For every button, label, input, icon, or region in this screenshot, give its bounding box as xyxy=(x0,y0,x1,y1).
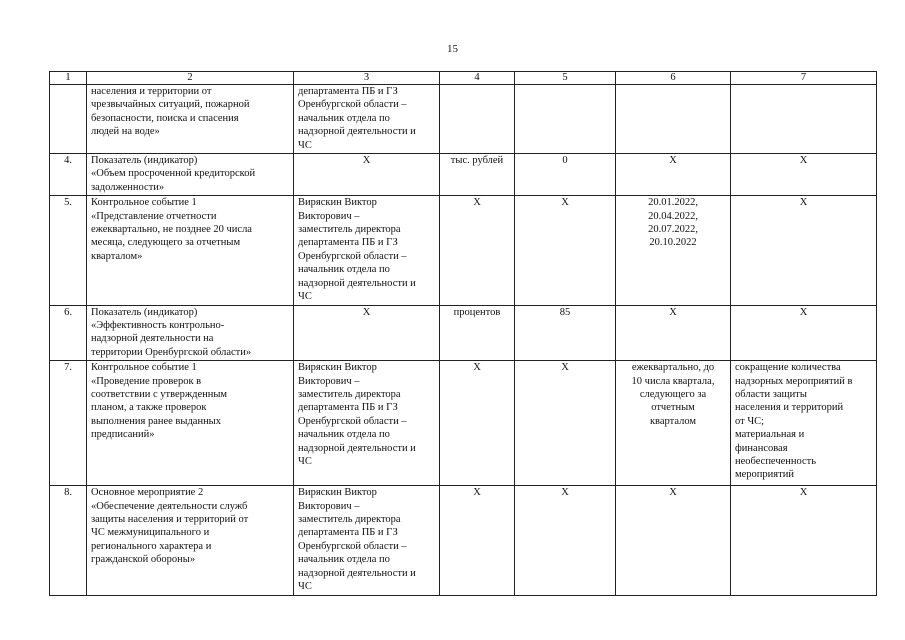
table-row xyxy=(50,486,877,596)
row-responsible: департамента ПБ и ГЗ Оренбургской области – начальник отдела по надзорной деятельности и ЧС xyxy=(294,85,440,154)
row-risks: X xyxy=(731,154,877,196)
row-responsible: Виряскин Виктор Викторович – заместитель директора департамента ПБ и ГЗ Оренбургской области – начальник отдела по надзорной деятельности и ЧС xyxy=(294,486,440,596)
row-number: 7. xyxy=(50,361,87,486)
row-value: X xyxy=(515,486,616,596)
row-value: 0 xyxy=(515,154,616,196)
row-responsible: X xyxy=(294,305,440,361)
table-row xyxy=(50,196,877,305)
row-unit: X xyxy=(440,196,515,305)
row-responsible: Виряскин Виктор Викторович – заместитель директора департамента ПБ и ГЗ Оренбургской области – начальник отдела по надзорной деятельности и ЧС xyxy=(294,361,440,486)
row-value: X xyxy=(515,361,616,486)
row-risks: X xyxy=(731,196,877,305)
row-unit: тыс. рублей xyxy=(440,154,515,196)
row-risks: сокращение количества надзорных мероприятий в области защиты населения и территорий от ЧС; материальная и финансовая необеспеченность мероприятий xyxy=(731,361,877,486)
row-date: ежеквартально, до 10 числа квартала, следующего за отчетным кварталом xyxy=(616,361,731,486)
table-row xyxy=(50,361,877,486)
header-col-3: 3 xyxy=(294,72,440,85)
header-col-2: 2 xyxy=(87,72,294,85)
row-risks xyxy=(731,85,877,154)
header-col-6: 6 xyxy=(616,72,731,85)
row-number: 4. xyxy=(50,154,87,196)
row-value xyxy=(515,85,616,154)
table-row xyxy=(50,85,877,154)
header-col-4: 4 xyxy=(440,72,515,85)
table-row xyxy=(50,305,877,361)
row-value: 85 xyxy=(515,305,616,361)
row-risks: X xyxy=(731,486,877,596)
row-date: X xyxy=(616,305,731,361)
row-number xyxy=(50,85,87,154)
row-name: Контрольное событие 1 «Проведение проверок в соответствии с утвержденным планом, а также проверок выполнения ранее выданных предписаний» xyxy=(87,361,294,486)
row-date: 20.01.2022, 20.04.2022, 20.07.2022, 20.10.2022 xyxy=(616,196,731,305)
row-unit: процентов xyxy=(440,305,515,361)
row-number: 8. xyxy=(50,486,87,596)
row-unit: X xyxy=(440,486,515,596)
row-risks: X xyxy=(731,305,877,361)
row-number: 6. xyxy=(50,305,87,361)
row-responsible: Виряскин Виктор Викторович – заместитель директора департамента ПБ и ГЗ Оренбургской области – начальник отдела по надзорной деятельности и ЧС xyxy=(294,196,440,305)
row-name: Показатель (индикатор) «Эффективность контрольно- надзорной деятельности на территории Оренбургской области» xyxy=(87,305,294,361)
row-name: Показатель (индикатор) «Объем просроченной кредиторской задолженности» xyxy=(87,154,294,196)
header-col-5: 5 xyxy=(515,72,616,85)
row-unit: X xyxy=(440,361,515,486)
plan-table xyxy=(49,71,877,596)
row-name: Контрольное событие 1 «Представление отчетности ежеквартально, не позднее 20 числа месяца, следующего за отчетным кварталом» xyxy=(87,196,294,305)
header-row xyxy=(50,72,877,85)
row-name: Основное мероприятие 2 «Обеспечение деятельности служб защиты населения и территорий от ЧС межмуниципального и регионального характера и гражданской обороны» xyxy=(87,486,294,596)
row-date: X xyxy=(616,154,731,196)
row-date xyxy=(616,85,731,154)
row-unit xyxy=(440,85,515,154)
row-name: населения и территории от чрезвычайных ситуаций, пожарной безопасности, поиска и спасения людей на воде» xyxy=(87,85,294,154)
row-value: X xyxy=(515,196,616,305)
row-responsible: X xyxy=(294,154,440,196)
row-number: 5. xyxy=(50,196,87,305)
page-number: 15 xyxy=(447,43,458,55)
header-col-7: 7 xyxy=(731,72,877,85)
header-col-1: 1 xyxy=(50,72,87,85)
table-row xyxy=(50,154,877,196)
row-date: X xyxy=(616,486,731,596)
